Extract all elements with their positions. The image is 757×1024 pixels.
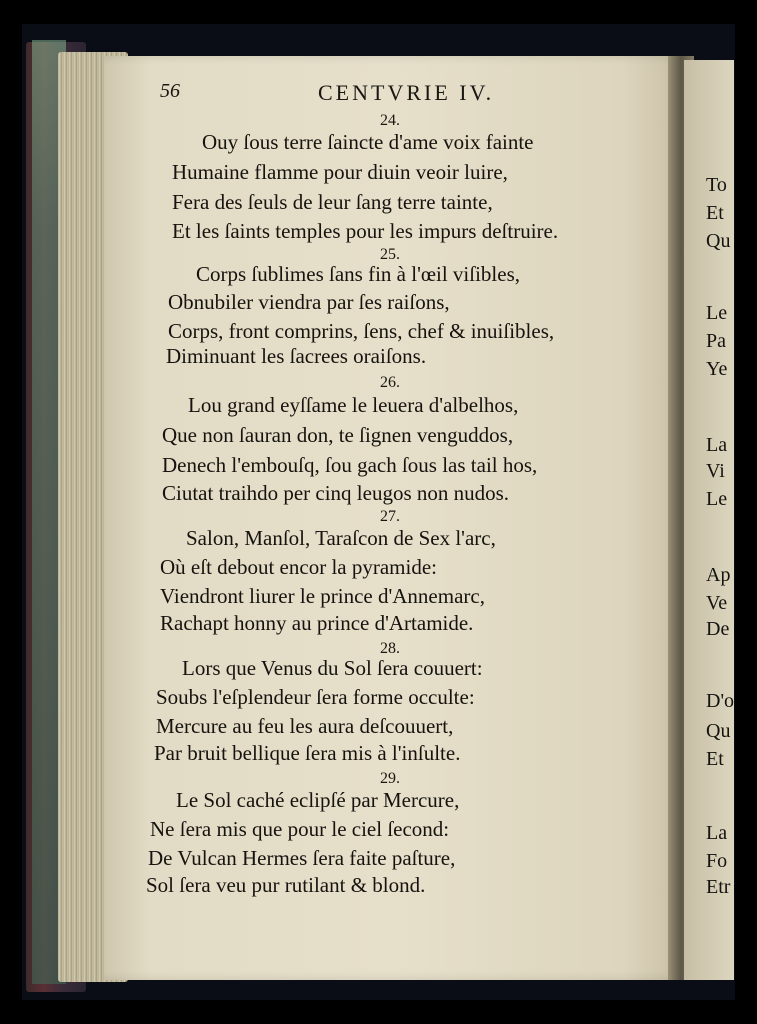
facing-fragment: Le [706, 488, 728, 510]
facing-fragment: De [706, 618, 730, 640]
verse-line: Où eſt debout encor la pyramide: [160, 555, 437, 579]
verse-line: Le Sol caché eclipſé par Mercure, [176, 788, 460, 812]
facing-fragment: Ye [706, 358, 728, 380]
verse-line: Lou grand eyſſame le leuera d'albelhos, [188, 393, 519, 417]
quatrain-number: 25. [380, 246, 400, 263]
verse-line: Ouy ſous terre ſaincte d'ame voix fainte [202, 130, 534, 154]
facing-fragment: Le [706, 302, 728, 324]
facing-fragment: La [706, 434, 728, 456]
facing-fragment: Qu [706, 720, 731, 742]
verse-line: Ne ſera mis que pour le ciel ſecond: [150, 817, 450, 841]
verse-line: Corps ſublimes ſans fin à l'œil viſibles, [196, 262, 521, 286]
verse-line: Humaine flamme pour diuin veoir luire, [172, 160, 508, 184]
quatrain-number: 24. [380, 112, 400, 129]
verse-line: Par bruit bellique ſera mis à l'inſulte. [154, 741, 461, 765]
right-page [684, 60, 734, 980]
verse-line: Salon, Manſol, Taraſcon de Sex l'arc, [186, 526, 496, 550]
verse-line: Et les ſaints temples pour les impurs deſtruire. [172, 219, 559, 243]
verse-line: Ciutat traihdo per cinq leugos non nudos. [162, 481, 510, 505]
facing-fragment: La [706, 822, 728, 844]
page-number: 56 [160, 80, 180, 102]
facing-fragment: To [706, 174, 727, 196]
quatrain-number: 26. [380, 374, 400, 391]
facing-fragment: Et [706, 202, 724, 224]
facing-fragment: Etr [706, 876, 731, 898]
verse-line: Fera des ſeuls de leur ſang terre tainte, [172, 190, 493, 214]
verse-line: Rachapt honny au prince d'Artamide. [160, 611, 474, 635]
facing-fragment: Qu [706, 230, 731, 252]
quatrain-number: 27. [380, 508, 400, 525]
facing-fragment: Fo [706, 850, 728, 872]
verse-line: De Vulcan Hermes ſera faite paſture, [148, 846, 456, 870]
facing-fragment: D'o [706, 690, 734, 712]
facing-fragment: Et [706, 748, 724, 770]
verse-line: Viendront liurer le prince d'Annemarc, [160, 584, 485, 608]
quatrain-number: 29. [380, 770, 400, 787]
verse-line: Sol ſera veu pur rutilant & blond. [146, 873, 426, 897]
verse-line: Corps, front comprins, ſens, chef & inuiſibles, [168, 319, 555, 343]
facing-fragment: Ap [706, 564, 731, 586]
verse-line: Denech l'embouſq, ſou gach ſous las tail hos, [162, 453, 538, 477]
verse-line: Mercure au feu les aura deſcouuert, [156, 714, 454, 738]
verse-line: Lors que Venus du Sol ſera couuert: [182, 656, 483, 680]
facing-fragment: Pa [706, 330, 726, 352]
running-title: CENTVRIE IV. [318, 80, 495, 105]
verse-line: Diminuant les ſacrees oraiſons. [166, 344, 427, 368]
verse-line: Que non ſauran don, te ſignen venguddos, [162, 423, 514, 447]
facing-fragment: Vi [706, 460, 725, 482]
quatrain-number: 28. [380, 640, 400, 657]
verse-line: Obnubiler viendra par ſes raiſons, [168, 290, 450, 314]
verse-line: Soubs l'eſplendeur ſera forme occulte: [156, 685, 475, 709]
facing-fragment: Ve [706, 592, 728, 614]
